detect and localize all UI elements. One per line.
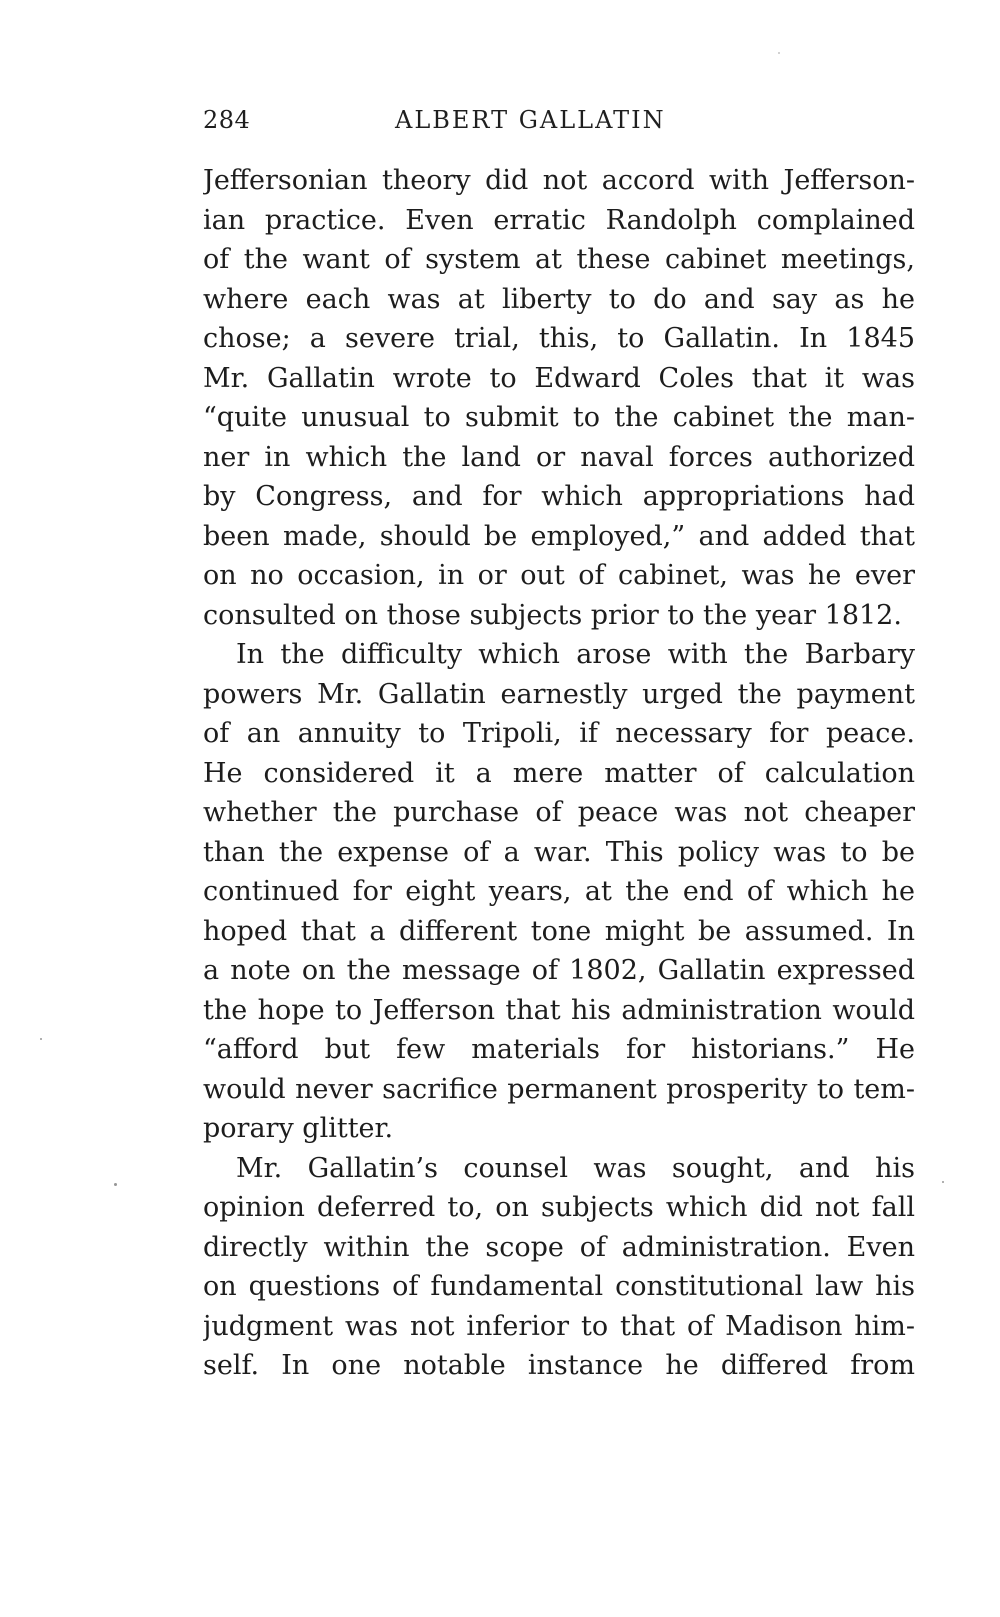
text-line: of the want of system at these cabinet meetings, [203, 244, 915, 275]
text-line: opinion deferred to, on subjects which did not fall [203, 1192, 915, 1223]
scan-speck [40, 1038, 42, 1040]
text-line: porary glitter. [203, 1113, 394, 1144]
scan-speck [942, 1181, 944, 1183]
text-line: He considered it a mere matter of calculation [203, 757, 915, 789]
text-line: self. In one notable instance he differed from [203, 1350, 915, 1381]
text-line: consulted on those subjects prior to the year 1812. [203, 599, 902, 631]
text-line: continued for eight years, at the end of which he [203, 876, 915, 907]
running-head: ALBERT GALLATIN [395, 106, 666, 134]
text-line: on questions of fundamental constitutional law his [203, 1271, 915, 1302]
page-number: 284 [203, 106, 251, 134]
text-line: judgment was not inferior to that of Madison him- [203, 1310, 915, 1342]
text-line: a note on the message of 1802, Gallatin expressed [203, 955, 915, 986]
text-line: than the expense of a war. This policy was to be [203, 836, 915, 868]
text-line: Jeffersonian theory did not accord with Jefferson- [203, 165, 915, 196]
scan-speck [778, 52, 780, 54]
text-line: by Congress, and for which appropriations had [203, 481, 915, 512]
text-line: on no occasion, in or out of cabinet, was he ever [203, 560, 915, 591]
text-line: “quite unusual to submit to the cabinet the man- [203, 402, 915, 433]
text-line: where each was at liberty to do and say as he [203, 283, 915, 315]
text-line: “afford but few materials for historians.” He [203, 1034, 915, 1065]
text-line: would never sacrifice permanent prosperity to tem- [203, 1073, 915, 1105]
text-line: hoped that a different tone might be assumed. In [203, 915, 915, 947]
text-line: In the difficulty which arose with the Barbary [236, 639, 915, 670]
scan-speck [114, 1183, 117, 1186]
text-line: Mr. Gallatin’s counsel was sought, and his [236, 1152, 915, 1184]
text-line: powers Mr. Gallatin earnestly urged the payment [203, 678, 915, 710]
text-line: whether the purchase of peace was not cheaper [203, 797, 915, 828]
page-header [203, 106, 915, 146]
text-line: of an annuity to Tripoli, if necessary for peace. [203, 718, 915, 749]
text-line: directly within the scope of administration. Even [203, 1231, 915, 1263]
text-line: the hope to Jefferson that his administration would [203, 994, 915, 1026]
text-line: ner in which the land or naval forces authorized [203, 441, 915, 473]
text-line: ian practice. Even erratic Randolph complained [203, 204, 915, 236]
body-text [203, 161, 915, 1386]
text-line: chose; a severe trial, this, to Gallatin. In 1845 [203, 323, 915, 354]
text-line: been made, should be employed,” and added that [203, 520, 915, 552]
text-line: Mr. Gallatin wrote to Edward Coles that it was [203, 362, 915, 394]
